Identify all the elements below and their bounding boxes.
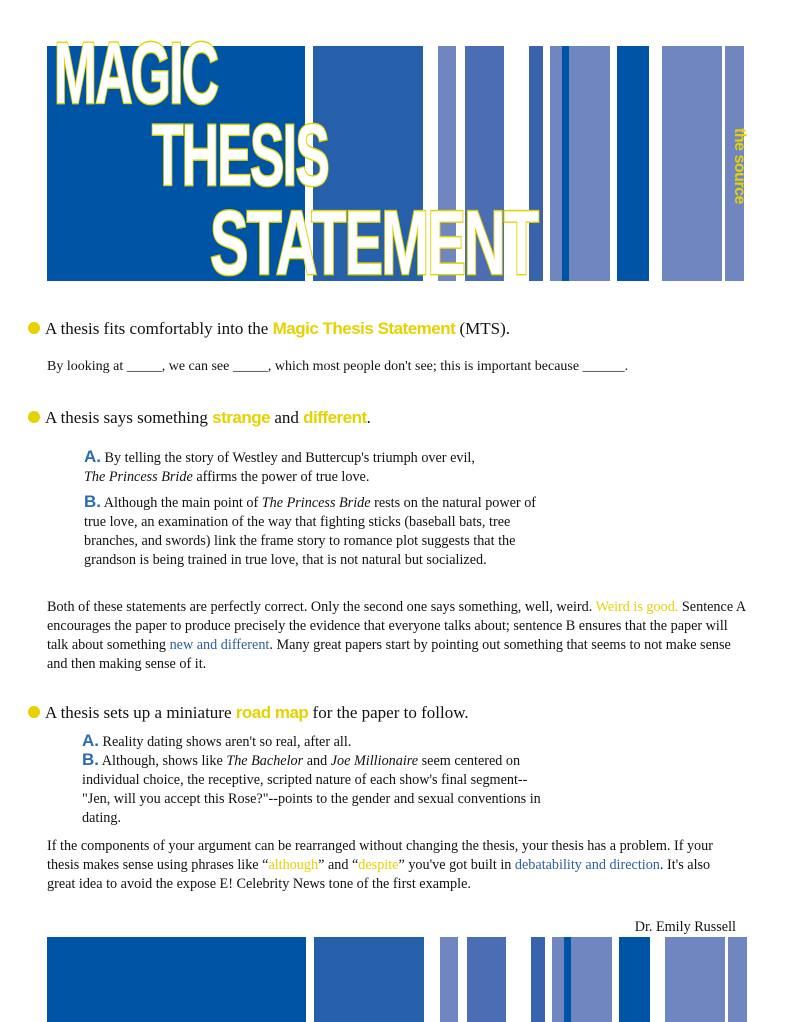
bullet-dot-icon: [28, 411, 40, 423]
example-3b: B. Although, shows like The Bachelor and Joe Millionaire seem centered on individual choice, the receptive, scripted nature of each show's final segment--"Jen, will you accept this Rose?"--points to the gender and sexual conventions in dating.: [82, 750, 541, 826]
footer-bar: [564, 937, 571, 1022]
example-2a: A. By telling the story of Westley and Buttercup's triumph over evil, The Princess Bride affirms the power of true love.: [84, 447, 475, 485]
example-letter: B.: [84, 492, 101, 511]
highlight-mts: Magic Thesis Statement: [272, 319, 456, 338]
footer-bar: [467, 937, 506, 1022]
banner-bar: [550, 46, 610, 281]
bullet-dot-icon: [28, 322, 40, 334]
highlight-road-map: road map: [235, 703, 309, 722]
banner-bar: [562, 46, 569, 281]
example-2b: B. Although the main point of The Princess Bride rests on the natural power of true love, an examination of the way that fighting sticks (baseball bats, tree branches, and swords) link the frame story to romance plot suggests that the grandson is being trained in true love, that is not natural but socialized.: [84, 492, 537, 568]
title-statement: STATEMENT: [210, 192, 538, 294]
author-signature: Dr. Emily Russell: [634, 919, 736, 935]
footer-bar: [665, 937, 725, 1022]
title-thesis: THESIS: [152, 107, 329, 205]
banner-bar: [617, 46, 649, 281]
section3-paragraph: If the components of your argument can be rearranged without changing the thesis, your thesis has a problem. If your thesis makes sense using phrases like “although” and “despite” you've got built in debatability and direction. It's also great idea to avoid the expose E! Celebrity News tone of the first example.: [47, 838, 713, 892]
footer-bar: [47, 937, 306, 1022]
footer-bar: [552, 937, 612, 1022]
side-label: the source: [731, 128, 748, 204]
footer-bar: [531, 937, 545, 1022]
example-letter: A.: [84, 447, 101, 466]
bullet-dot-icon: [28, 706, 40, 718]
section2-paragraph: Both of these statements are perfectly correct. Only the second one says something, well, weird. Weird is good. Sentence A encourages the paper to produce precisely the evidence that everyone talks about; sentence B ensures that the paper will talk about something new and different. Many great papers start by pointing out something that seems to not make sense and then making sense of it.: [47, 599, 746, 672]
example-letter: A.: [82, 731, 99, 750]
highlight-strange: strange: [212, 408, 271, 427]
bullet-strange: A thesis says something strange and different.: [28, 408, 371, 428]
title-magic: MAGIC: [54, 25, 218, 123]
banner-bar: [662, 46, 722, 281]
footer-bar: [728, 937, 747, 1022]
mts-template: By looking at _____, we can see _____, which most people don't see; this is important because ______.: [47, 359, 629, 374]
footer-bar: [619, 937, 650, 1022]
highlight-different: different: [303, 408, 367, 427]
footer-bar: [314, 937, 424, 1022]
example-3a: A. Reality dating shows aren't so real, after all.: [82, 731, 352, 750]
bullet-road-map: A thesis sets up a miniature road map for the paper to follow.: [28, 703, 469, 723]
footer-bar: [440, 937, 458, 1022]
bullet-mts: A thesis fits comfortably into the Magic Thesis Statement (MTS).: [28, 319, 510, 339]
example-letter: B.: [82, 750, 99, 769]
